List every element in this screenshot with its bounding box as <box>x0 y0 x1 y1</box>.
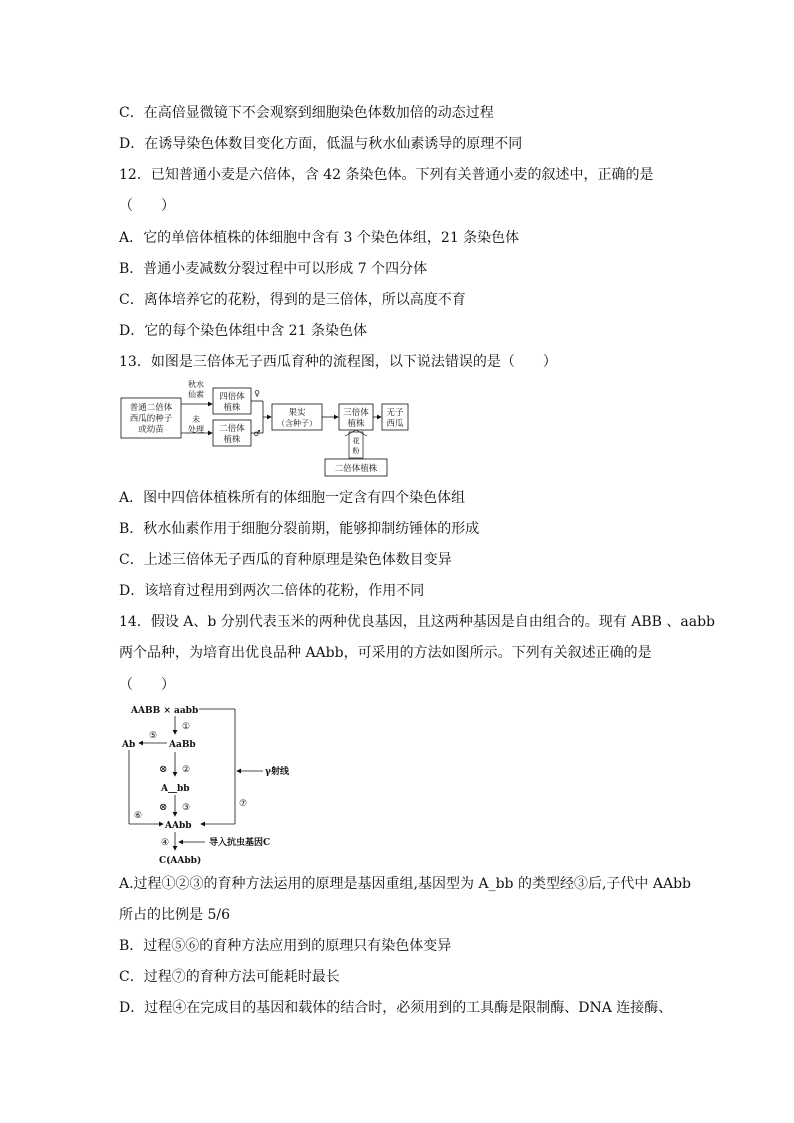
step-1-label: ① <box>182 722 191 732</box>
f1-label: AaBb <box>169 740 196 750</box>
import-gene-label: 导入抗虫基因C <box>209 838 271 848</box>
q13-option-c: C．上述三倍体无子西瓜的育种原理是染色体数目变异 <box>119 552 452 568</box>
step-4-label: ④ <box>161 838 170 848</box>
c-aabb-label: C(AAbb) <box>159 856 202 866</box>
colchicine-label-1: 秋水 <box>188 380 204 389</box>
colchicine-label-2: 仙素 <box>188 390 204 399</box>
tetraploid-label-2: 植株 <box>223 403 241 413</box>
q13-option-d: D．该培育过程用到两次二倍体的花粉，作用不同 <box>119 583 425 599</box>
parents-label: AABB × aabb <box>131 706 199 716</box>
q11-option-d: D．在诱导染色体数目变化方面，低温与秋水仙素诱导的原理不同 <box>119 136 523 152</box>
step-5-label: ⑤ <box>149 731 158 741</box>
male-symbol: ♂ <box>253 429 261 438</box>
q12-option-b: B．普通小麦减数分裂过程中可以形成 7 个四分体 <box>119 261 428 277</box>
self-cross-1: ⊗ <box>159 764 168 775</box>
q12-stem: 12．已知普通小麦是六倍体，含 42 条染色体。下列有关普通小麦的叙述中，正确的是 <box>119 167 654 183</box>
q12-option-c: C．离体培养它的花粉，得到的是三倍体，所以高度不育 <box>119 292 466 308</box>
step-2-label: ② <box>182 765 191 775</box>
q12-option-a: A．它的单倍体植株的体细胞中含有 3 个染色体组，21 条染色体 <box>119 230 520 246</box>
q11-option-c: C．在高倍显微镜下不会观察到细胞染色体数加倍的动态过程 <box>119 105 494 121</box>
seed-label-3: 或幼苗 <box>138 425 164 435</box>
q13-flow-diagram <box>119 376 409 478</box>
target-label: AAbb <box>165 821 192 831</box>
q14-answer-paren: （ ） <box>119 677 175 693</box>
diploid-bottom-label: 二倍体植株 <box>334 464 378 474</box>
tetraploid-label-1: 四倍体 <box>219 392 245 402</box>
seedless-label-2: 西瓜 <box>386 419 404 429</box>
step-6-label: ⑥ <box>134 811 143 821</box>
seedless-label-1: 无子 <box>386 408 404 418</box>
self-cross-2: ⊗ <box>159 802 168 813</box>
q12-option-d: D．它的每个染色体组中含 21 条染色体 <box>119 323 367 339</box>
ab-label: Ab <box>122 740 136 750</box>
q14-breeding-diagram <box>119 700 299 868</box>
q14-stem-line2: 两个品种，为培育出优良品种 AAbb，可采用的方法如图所示。下列有关叙述正确的是 <box>119 645 652 661</box>
diploid-label-1: 二倍体 <box>219 424 245 434</box>
q14-option-d: D．过程④在完成目的基因和载体的结合时，必须用到的工具酶是限制酶、DNA 连接酶、 <box>119 1000 673 1016</box>
a-bb-label: A__bb <box>161 784 190 794</box>
untreated-label-2: 处理 <box>188 425 204 434</box>
pollen-label-2: 粉 <box>352 447 360 455</box>
gamma-ray-label: γ射线 <box>265 767 289 777</box>
q14-option-c: C．过程⑦的育种方法可能耗时最长 <box>119 969 340 985</box>
q12-answer-paren: （ ） <box>119 198 175 214</box>
triploid-label-1: 三倍体 <box>343 408 369 418</box>
pollen-label-1: 花 <box>352 437 360 445</box>
q13-option-a: A．图中四倍体植株所有的体细胞一定含有四个染色体组 <box>119 490 466 506</box>
seed-label-1: 普通二倍体 <box>129 403 173 413</box>
q14-option-b: B．过程⑤⑥的育种方法应用到的原理只有染色体变异 <box>119 938 452 954</box>
fruit-label-2: （含种子） <box>277 419 317 428</box>
seed-label-2: 西瓜的种子 <box>129 414 173 424</box>
triploid-label-2: 植株 <box>347 419 365 429</box>
step-7-label: ⑦ <box>239 799 248 809</box>
q13-stem: 13．如图是三倍体无子西瓜育种的流程图，以下说法错误的是（ ） <box>119 354 557 370</box>
q14-option-a-line1: A.过程①②③的育种方法运用的原理是基因重组,基因型为 A_bb 的类型经③后,子代中 AAbb <box>119 876 691 892</box>
female-symbol: ♀ <box>254 389 260 398</box>
q14-stem-line1: 14．假设 A、b 分别代表玉米的两种优良基因，且这两种基因是自由组合的。现有 ABB 、aabb <box>119 614 715 630</box>
step-3-label: ③ <box>182 803 191 813</box>
q14-option-a-line2: 所占的比例是 5/6 <box>119 907 230 923</box>
untreated-label-1: 未 <box>192 415 200 424</box>
fruit-label-1: 果实 <box>288 408 306 418</box>
diploid-label-2: 植株 <box>223 435 241 445</box>
q13-option-b: B．秋水仙素作用于细胞分裂前期，能够抑制纺锤体的形成 <box>119 521 480 537</box>
